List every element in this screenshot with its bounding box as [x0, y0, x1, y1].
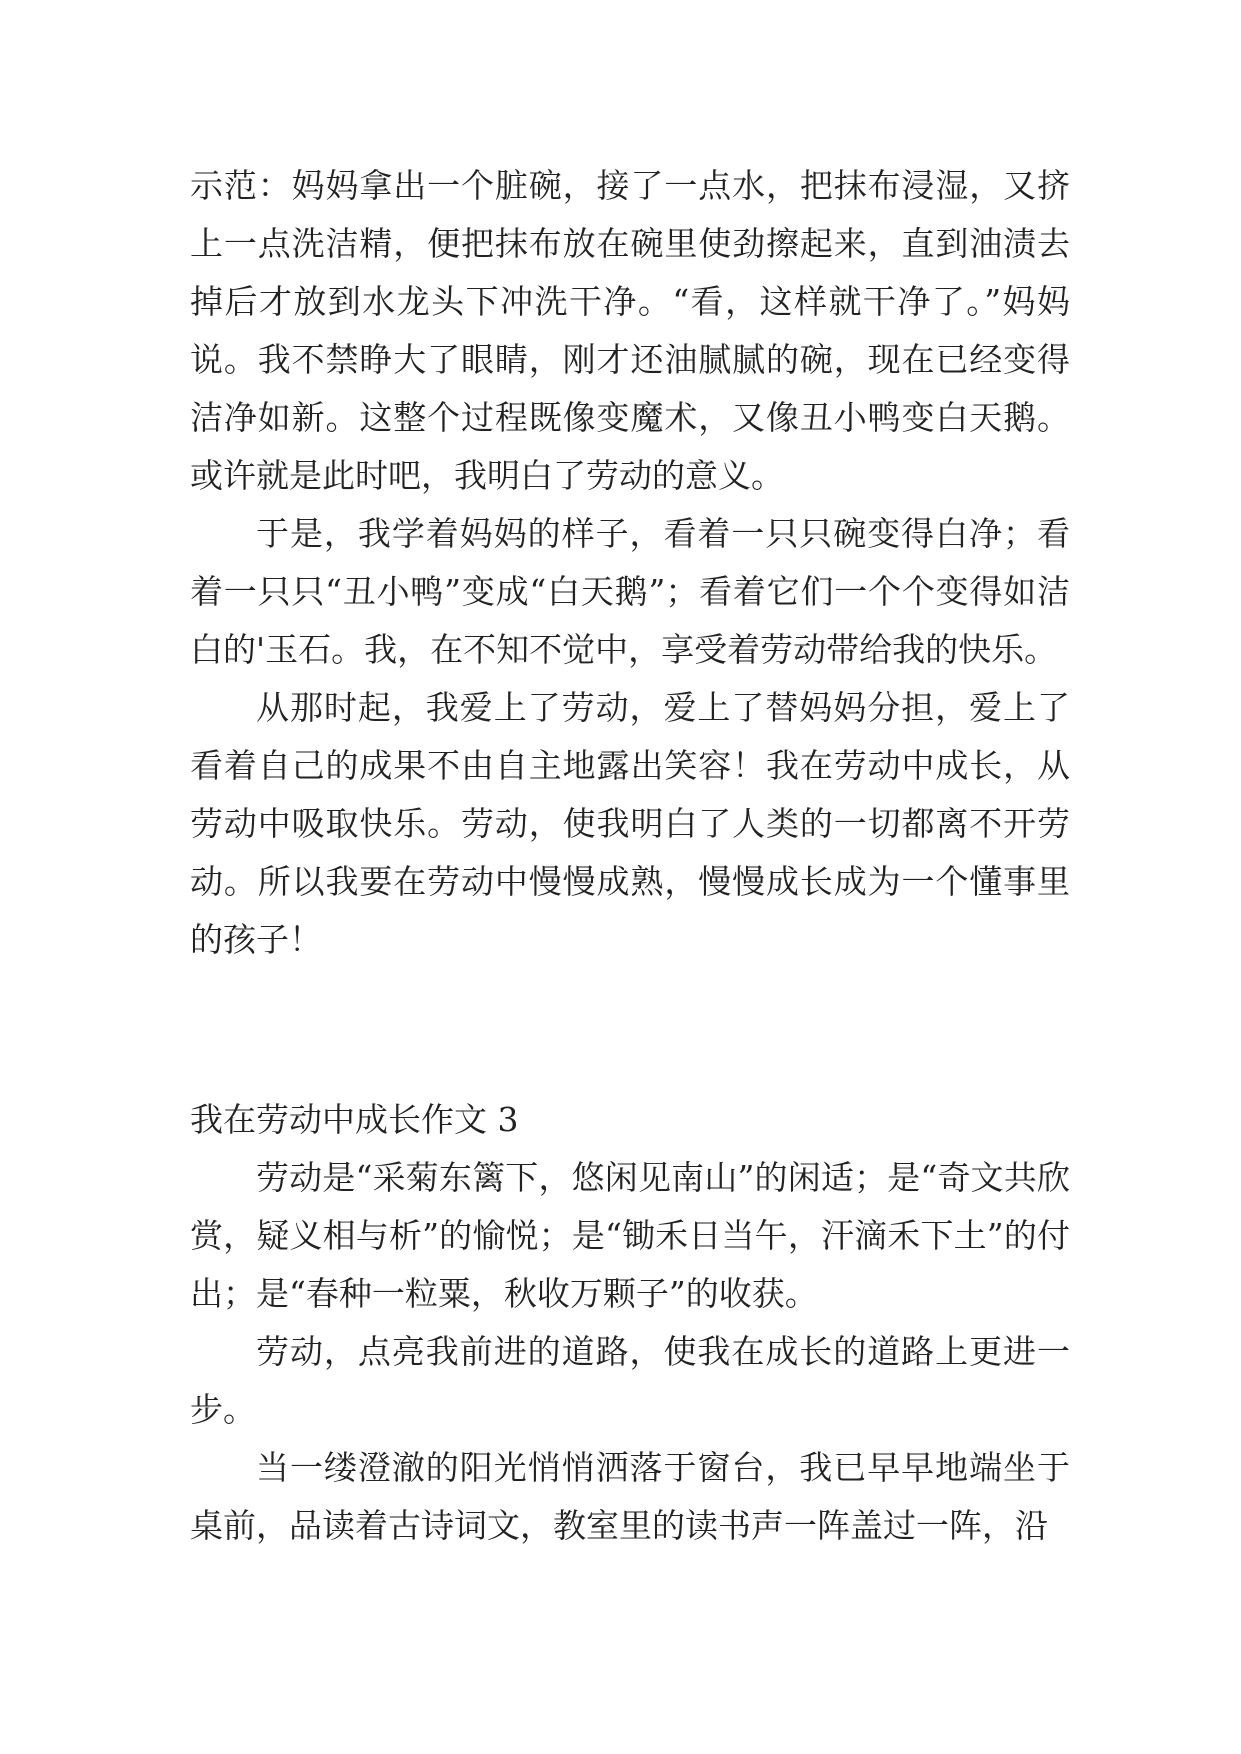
paragraph-labor-poems: 劳动是“采菊东篱下，悠闲见南山”的闲适；是“奇文共欣赏，疑义相与析”的愉悦；是“锄禾日当午，汗滴禾下土”的付出；是“春种一粒粟，秋收万颗子”的收获。	[190, 1158, 1070, 1313]
text-block-part2	[190, 1149, 1070, 1555]
paragraph-morning-reading: 当一缕澄澈的阳光悄悄洒落于窗台，我已早早地端坐于桌前，品读着古诗词文，教室里的读书声一阵盖过一阵，沿	[190, 1448, 1070, 1545]
paragraph-imitating-mother: 于是，我学着妈妈的样子，看着一只只碗变得白净；看着一只只“丑小鸭”变成“白天鹅”；看着它们一个个变得如洁白的'玉石。我，在不知不觉中，享受着劳动带给我的快乐。	[190, 514, 1070, 669]
paragraph-love-of-labor: 从那时起，我爱上了劳动，爱上了替妈妈分担，爱上了看着自己的成果不由自主地露出笑容！我在劳动中成长，从劳动中吸取快乐。劳动，使我明白了人类的一切都离不开劳动。所以我要在劳动中慢慢成熟，慢慢成长成为一个懂事里的孩子！	[190, 688, 1070, 959]
text-block-part1	[190, 157, 1070, 969]
section-title: 我在劳动中成长作文 3	[190, 1100, 519, 1139]
paragraph-washing-demo: 示范：妈妈拿出一个脏碗，接了一点水，把抹布浸湿，又挤上一点洗洁精，便把抹布放在碗里使劲擦起来，直到油渍去掉后才放到水龙头下冲洗干净。“看，这样就干净了。”妈妈说。我不禁睁大了眼睛，刚才还油腻腻的碗，现在已经变得洁净如新。这整个过程既像变魔术，又像丑小鸭变白天鹅。或许就是此时吧，我明白了劳动的意义。	[190, 166, 1070, 495]
paragraph-labor-lights-path: 劳动，点亮我前进的道路，使我在成长的道路上更进一步。	[190, 1332, 1070, 1429]
